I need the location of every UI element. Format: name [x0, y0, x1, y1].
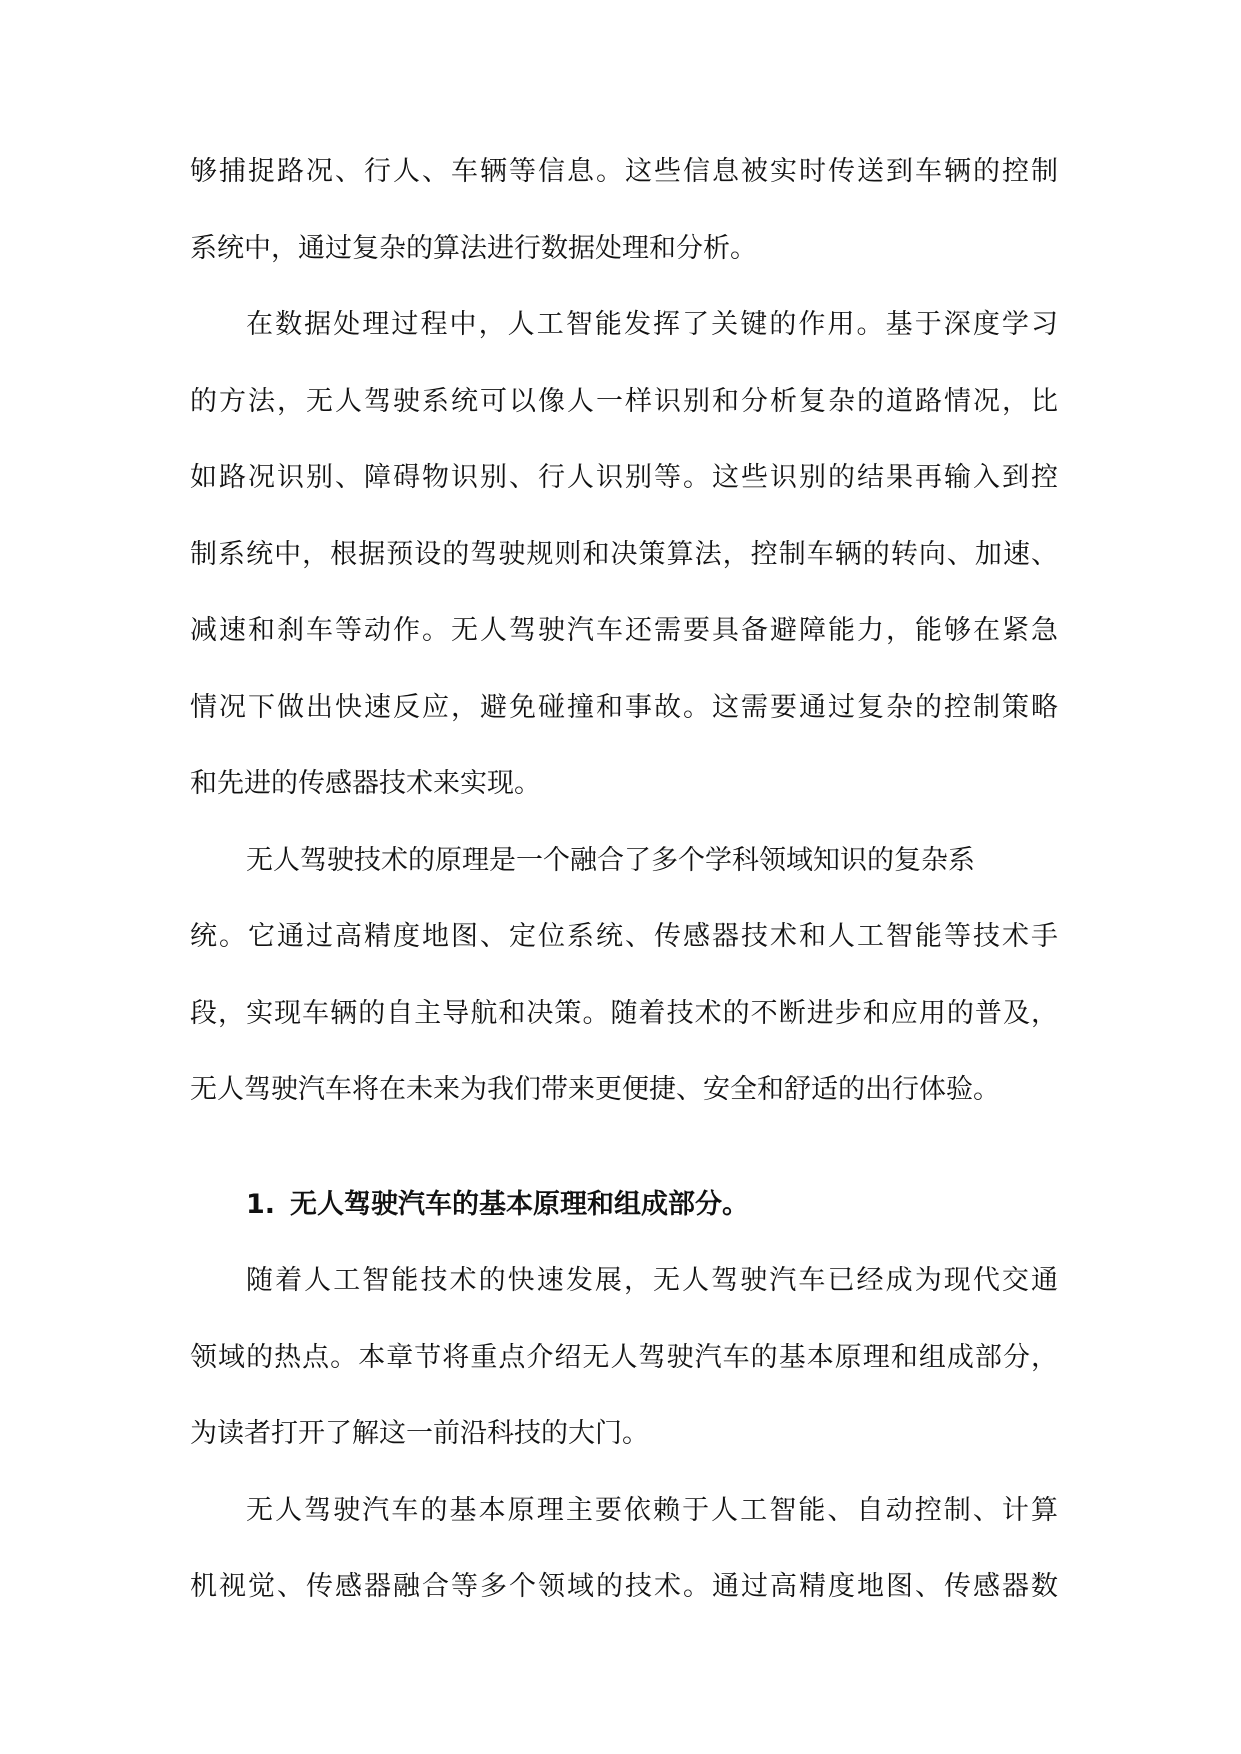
text-line: 在数据处理过程中，人工智能发挥了关键的作用。基于深度学习 [246, 309, 1058, 340]
text-line: 无人驾驶技术的原理是一个融合了多个学科领域知识的复杂系 [246, 844, 975, 876]
text-line: 够捕捉路况、行人、车辆等信息。这些信息被实时传送到车辆的控制 [190, 156, 1058, 187]
text-line: 统。它通过高精度地图、定位系统、传感器技术和人工智能等技术手 [190, 921, 1058, 952]
text-line: 机视觉、传感器融合等多个领域的技术。通过高精度地图、传感器数 [190, 1571, 1058, 1602]
paragraph [190, 287, 1058, 823]
document-body [190, 134, 1058, 1626]
text-line: 制系统中，根据预设的驾驶规则和决策算法，控制车辆的转向、加速、 [190, 538, 1058, 570]
section-number: 1. [246, 1188, 276, 1220]
text-line: 减速和刹车等动作。无人驾驶汽车还需要具备避障能力，能够在紧急 [190, 615, 1058, 646]
text-line: 为读者打开了解这一前沿科技的大门。 [190, 1418, 649, 1449]
text-line: 无人驾驶汽车的基本原理主要依赖于人工智能、自动控制、计算 [246, 1494, 1058, 1526]
section-title: 无人驾驶汽车的基本原理和组成部分。 [290, 1188, 749, 1220]
text-line: 随着人工智能技术的快速发展，无人驾驶汽车已经成为现代交通 [246, 1265, 1058, 1296]
text-line: 段，实现车辆的自主导航和决策。随着技术的不断进步和应用的普及， [190, 997, 1058, 1029]
text-line: 和先进的传感器技术来实现。 [190, 768, 541, 799]
paragraph [190, 134, 1058, 287]
text-line: 系统中，通过复杂的算法进行数据处理和分析。 [190, 232, 757, 264]
paragraph [190, 823, 1058, 1129]
text-line: 领域的热点。本章节将重点介绍无人驾驶汽车的基本原理和组成部分， [190, 1341, 1058, 1373]
paragraph [190, 1243, 1058, 1473]
section-heading [190, 1167, 1058, 1244]
text-line: 的方法，无人驾驶系统可以像人一样识别和分析复杂的道路情况，比 [190, 385, 1058, 417]
text-line: 如路况识别、障碍物识别、行人识别等。这些识别的结果再输入到控 [190, 462, 1058, 493]
paragraph [190, 1473, 1058, 1626]
text-line: 情况下做出快速反应，避免碰撞和事故。这需要通过复杂的控制策略 [190, 691, 1058, 723]
text-line: 无人驾驶汽车将在未来为我们带来更便捷、安全和舒适的出行体验。 [190, 1074, 1000, 1105]
